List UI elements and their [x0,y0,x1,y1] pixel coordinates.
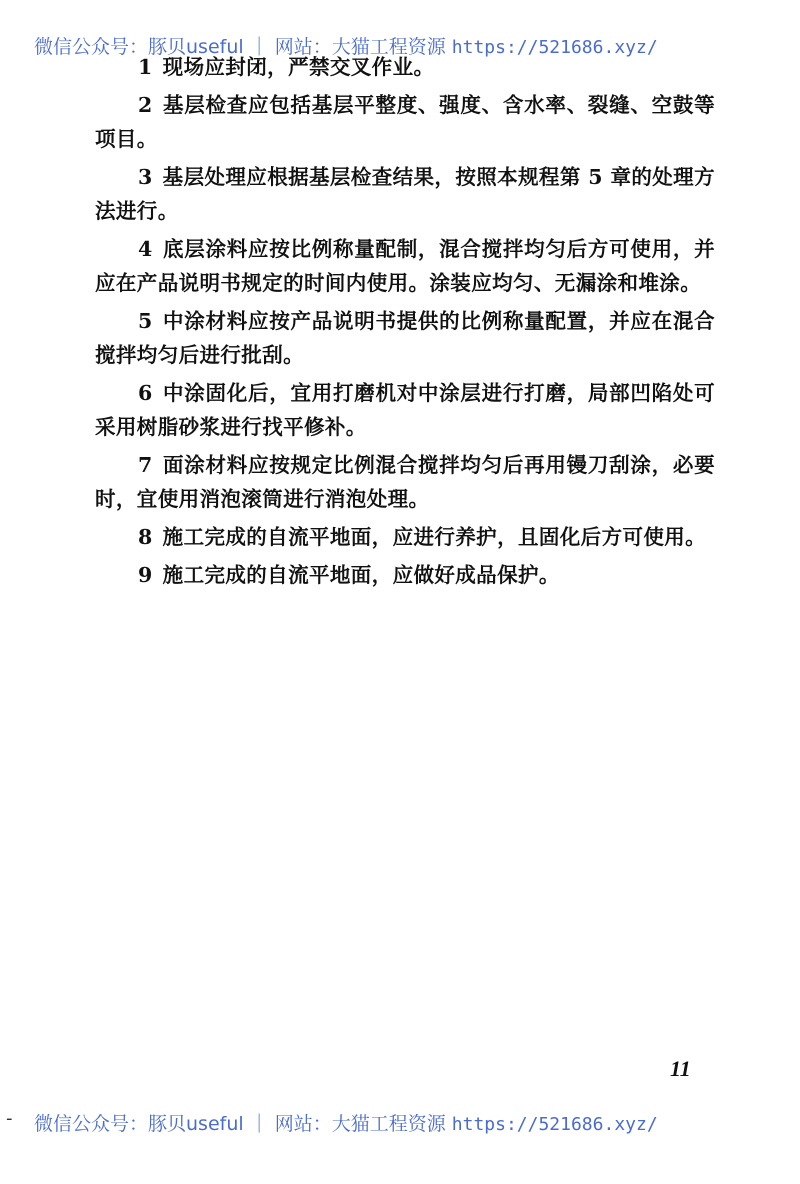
item-text: 面涂材料应按规定比例混合搅拌均匀后再用镘刀刮涂，必要时，宜使用消泡滚筒进行消泡处理。 [95,453,715,511]
item-number: 3 [138,165,153,189]
item-number: 1 [138,55,153,79]
item-number: 9 [138,563,153,587]
item-text: 施工完成的自流平地面，应做好成品保护。 [162,563,560,587]
item-text: 基层处理应根据基层检查结果，按照本规程第 5 章的处理方法进行。 [95,165,715,223]
item-text: 中涂固化后，宜用打磨机对中涂层进行打磨，局部凹陷处可采用树脂砂浆进行找平修补。 [95,381,715,439]
item-number: 5 [138,309,153,333]
item-text: 施工完成的自流平地面，应进行养护，且固化后方可使用。 [162,525,707,549]
watermark-text: 微信公众号：豚贝useful ｜ 网站：大猫工程资源 [34,1113,452,1135]
watermark-url: https://521686.xyz/ [451,1114,658,1135]
page-number: 11 [670,1056,691,1081]
list-item [95,304,715,372]
list-item [95,558,715,592]
list-item [95,448,715,516]
item-number: 6 [138,381,153,405]
item-text: 现场应封闭，严禁交叉作业。 [162,55,435,79]
document-body [95,50,715,596]
item-number: 8 [138,525,153,549]
list-item [95,520,715,554]
list-item [95,50,715,84]
item-text: 中涂材料应按产品说明书提供的比例称量配置，并应在混合搅拌均匀后进行批刮。 [95,309,715,367]
item-number: 7 [138,453,153,477]
watermark-url: https://521686.xyz/ [451,37,658,58]
watermark-bottom [34,1109,658,1136]
list-item [95,376,715,444]
bottom-mark: - [6,1108,13,1129]
list-item [95,88,715,156]
list-item [95,232,715,300]
list-item [95,160,715,228]
item-number: 4 [138,237,153,261]
watermark-text: 微信公众号：豚贝useful ｜ 网站：大猫工程资源 [34,36,452,58]
item-number: 2 [138,93,153,117]
item-text: 基层检查应包括基层平整度、强度、含水率、裂缝、空鼓等项目。 [95,93,715,151]
item-text: 底层涂料应按比例称量配制，混合搅拌均匀后方可使用，并应在产品说明书规定的时间内使用。涂装应均匀、无漏涂和堆涂。 [95,237,715,295]
